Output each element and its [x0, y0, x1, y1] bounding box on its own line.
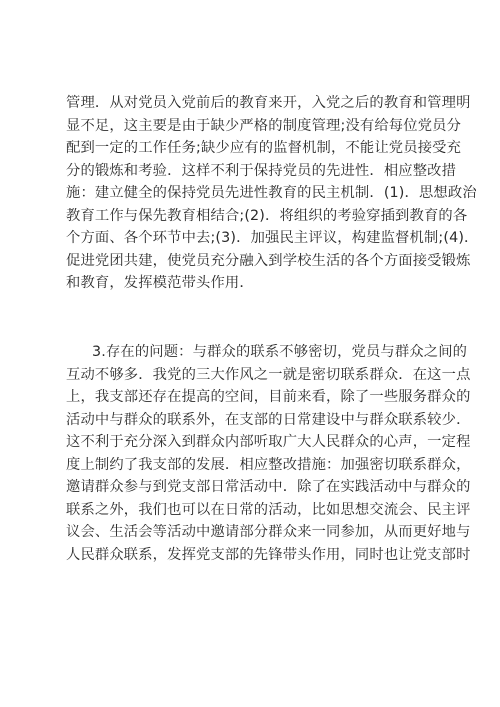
- text-line: 上，我支部还存在提高的空间，目前来看，除了一些服务群众的: [66, 389, 471, 405]
- text-line: 分的锻炼和考验．这样不利于保持党员的先进性．相应整改措: [66, 162, 457, 179]
- text-line: 教育工作与保先教育相结合;(2)．将组织的考验穿插到教育的各: [66, 207, 468, 224]
- text-line: 和教育，发挥模范带头作用．: [66, 275, 254, 291]
- text-line: 个方面、各个环节中去;(3)．加强民主评议，构建监督机制;(4)．: [66, 230, 479, 246]
- text-line: 度上制约了我支部的发展．相应整改措施：加强密切联系群众，: [66, 456, 471, 473]
- text-line: 互动不够多．我党的三大作风之一就是密切联系群众．在这一点: [66, 366, 471, 383]
- text-line: 配到一定的工作任务;缺少应有的监督机制，不能让党员接受充: [66, 140, 462, 156]
- text-line: 显不足，这主要是由于缺少严格的制度管理;没有给每位党员分: [66, 117, 462, 134]
- paragraph-rectification-measures: [66, 92, 479, 295]
- text-line: 人民群众联系，发挥党支部的先锋带头作用，同时也让党支部时: [66, 546, 471, 563]
- text-line: 联系之外，我们也可以在日常的活动，比如思想交流会、民主评: [66, 501, 471, 518]
- paragraph-issue-3: [66, 341, 471, 566]
- text-line: 施：建立健全的保持党员先进性教育的民主机制．(1)．思想政治: [66, 185, 477, 201]
- text-line: 邀请群众参与到党支部日常活动中．除了在实践活动中与群众的: [66, 479, 471, 495]
- text-line: 这不利于充分深入到群众内部听取广大人民群众的心声，一定程: [66, 434, 471, 450]
- text-line: 议会、生活会等活动中邀请部分群众来一同参加，从而更好地与: [66, 524, 471, 540]
- text-line: 活动中与群众的联系外，在支部的日常建设中与群众联系较少．: [66, 411, 471, 428]
- text-line: 促进党团共建，使党员充分融入到学校生活的各个方面接受锻炼: [66, 252, 471, 269]
- text-line: 3.存在的问题：与群众的联系不够密切，党员与群众之间的: [92, 344, 468, 360]
- text-line: 管理．从对党员入党前后的教育来开，入党之后的教育和管理明: [66, 95, 471, 111]
